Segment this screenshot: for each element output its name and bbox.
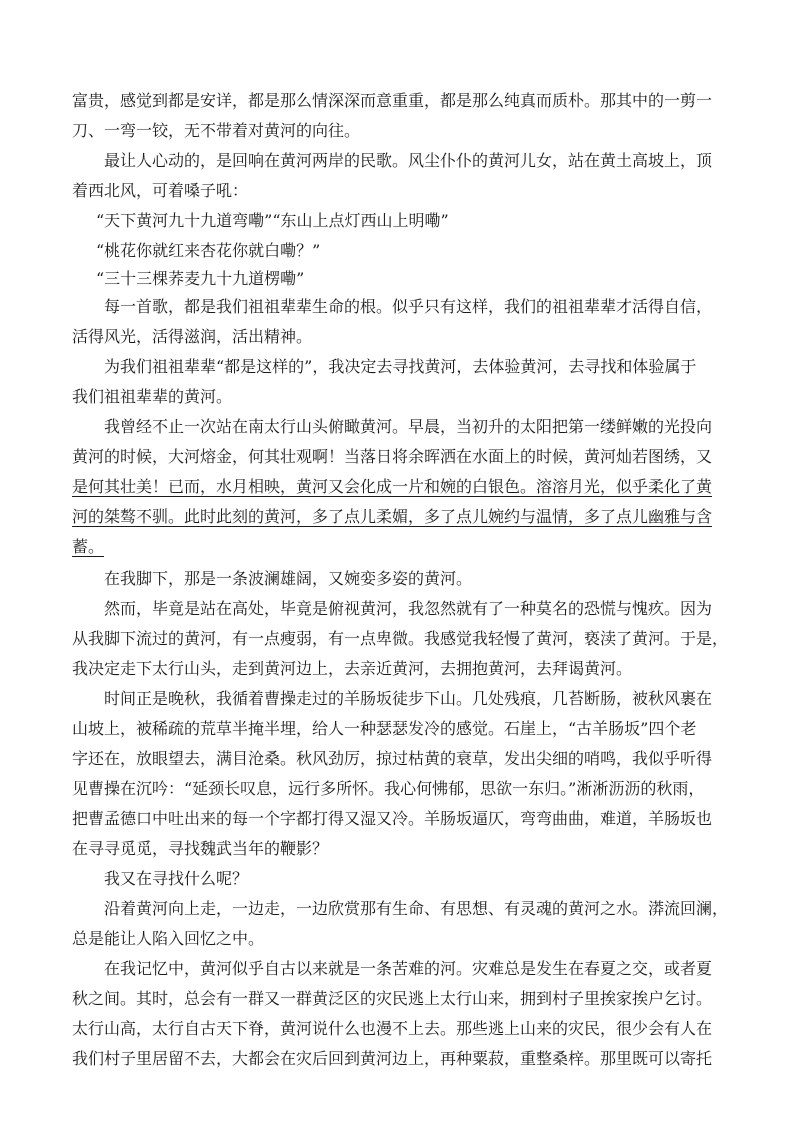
text-line: 我曾经不止一次站在南太行山头俯瞰黄河。早晨，当初升的太阳把第一缕鲜嫩的光投向 [104, 417, 713, 436]
text-line: 活得风光，活得滋润，活出精神。 [72, 327, 313, 346]
text-line: 在我脚下，那是一条波澜雄阔，又婉娈多姿的黄河。 [104, 569, 473, 588]
text-line: 着西北风，可着嗓子吼： [72, 181, 249, 200]
song-line: “天下黄河九十九道弯嘞”“东山上点灯西山上明嘞” [96, 211, 449, 230]
text-line: 在我记忆中，黄河似乎自古以来就是一条苦难的河。灾难总是发生在春夏之交，或者夏 [104, 959, 713, 978]
text-line: 总是能让人陷入回忆之中。 [72, 929, 265, 948]
text-line: 太行山高，太行自古天下脊，黄河说什么也漫不上去。那些逃上山来的灾民，很少会有人在 [72, 1019, 713, 1038]
text-line: 为我们祖祖辈辈“都是这样的”，我决定去寻找黄河，去体验黄河，去寻找和体验属于 [104, 357, 697, 376]
text-line: 见曹操在沉吟：“延颈长叹息，远行多所怀。我心何怫郁，思欲一东归。”淅淅沥沥的秋雨， [72, 779, 705, 798]
text-line: 最让人心动的，是回响在黄河两岸的民歌。风尘仆仆的黄河儿女，站在黄土高坡上，顶 [104, 151, 713, 170]
text-line: 山坡上，被稀疏的荒草半掩半埋，给人一种瑟瑟发冷的感觉。石崖上，“古羊肠坂”四个老 [72, 719, 697, 738]
text-line: 我又在寻找什么呢？ [104, 869, 249, 888]
text-line: 从我脚下流过的黄河，有一点瘦弱，有一点卑微。我感觉我轻慢了黄河，亵渎了黄河。于是， [72, 629, 729, 648]
text-line: 我们祖祖辈辈的黄河。 [72, 387, 233, 406]
underlined-text-line: 蓄。 [72, 537, 105, 556]
song-line: “桃花你就红来杏花你就白嘞？” [96, 241, 321, 260]
text-line: 我们村子里居留不去，大都会在灾后回到黄河边上，再种粟菽，重整桑梓。那里既可以寄托 [72, 1049, 713, 1068]
text-line: 秋之间。其时，总会有一群又一群黄泛区的灾民逃上太行山来，拥到村子里挨家挨户乞讨。 [72, 989, 713, 1008]
underlined-text-line: 是何其壮美！已而，水月相映，黄河又会化成一片和婉的白银色。溶溶月光，似乎柔化了黄 [72, 477, 713, 496]
text-line: 在寻寻觅觅，寻找魏武当年的鞭影？ [72, 839, 329, 858]
underlined-text-line: 河的桀骜不驯。此时此刻的黄河，多了点儿柔媚，多了点儿婉约与温情，多了点儿幽雅与含 [72, 507, 713, 526]
text-line: 时间正是晚秋，我循着曹操走过的羊肠坂徒步下山。几处残痕，几苔断肠，被秋风裹在 [104, 689, 713, 708]
text-line: 刀、一弯一铰，无不带着对黄河的向往。 [72, 121, 361, 140]
text-line: 富贵，感觉到都是安详，都是那么情深深而意重重，都是那么纯真而质朴。那其中的一剪一 [72, 91, 713, 110]
text-line: 黄河的时候，大河熔金，何其壮观啊！当落日将余晖洒在水面上的时候，黄河灿若图绣，又 [72, 447, 713, 466]
text-line: 把曹孟德口中吐出来的每一个字都打得又湿又冷。羊肠坂逼仄，弯弯曲曲，难道，羊肠坂也 [72, 809, 713, 828]
text-line: 然而，毕竟是站在高处，毕竟是俯视黄河，我忽然就有了一种莫名的恐慌与愧疚。因为 [104, 599, 713, 618]
text-line: 字还在，放眼望去，满目沧桑。秋风劲厉，掠过枯黄的衰草，发出尖细的哨鸣，我似乎听得 [72, 749, 713, 768]
text-line: 每一首歌，都是我们祖祖辈辈生命的根。似乎只有这样，我们的祖祖辈辈才活得自信， [104, 297, 713, 316]
song-line: “三十三棵荞麦九十九道楞嘞” [96, 269, 305, 288]
text-line: 沿着黄河向上走，一边走，一边欣赏那有生命、有思想、有灵魂的黄河之水。漭流回澜， [104, 899, 729, 918]
text-line: 我决定走下太行山头，走到黄河边上，去亲近黄河，去拥抱黄河，去拜谒黄河。 [72, 659, 633, 678]
